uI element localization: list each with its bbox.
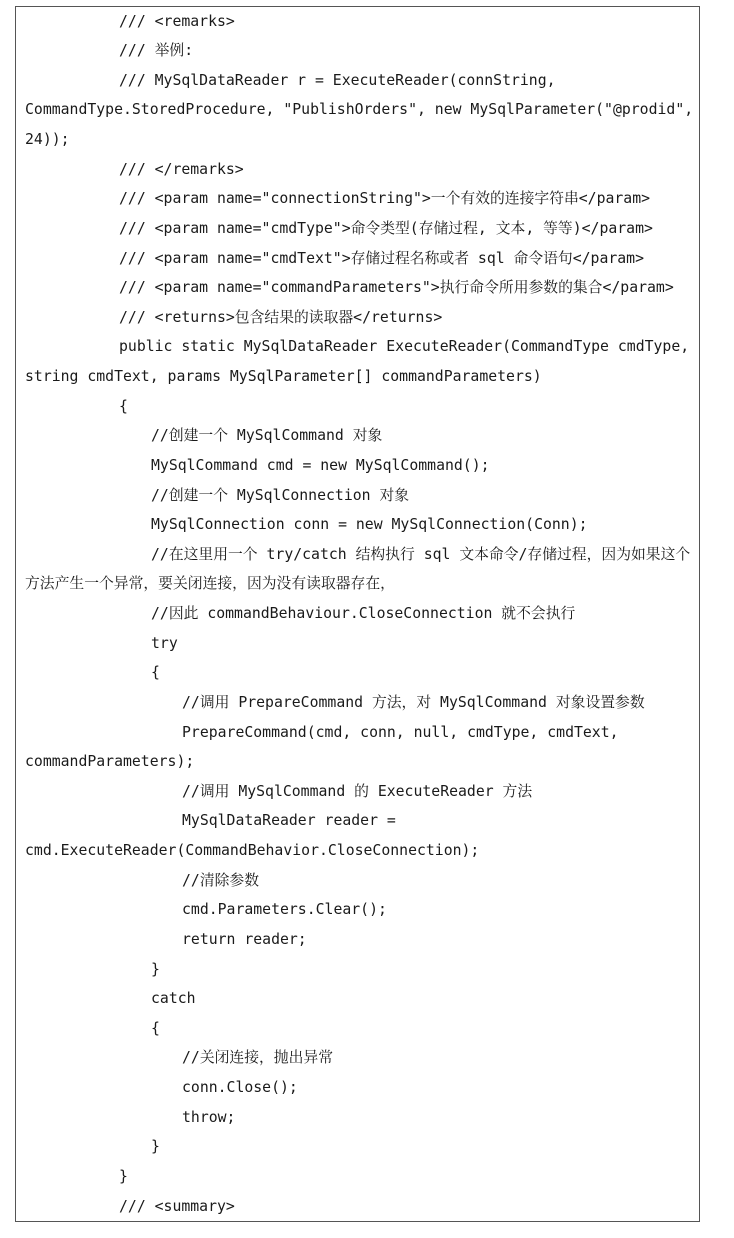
code-line: /// MySqlDataReader r = ExecuteReader(connString, xyxy=(119,72,556,89)
code-line: //清除参数 xyxy=(182,872,260,889)
code-line: catch xyxy=(151,990,196,1007)
code-line: } xyxy=(119,1168,128,1185)
code-line: /// <param name="commandParameters">执行命令所用参数的集合</param> xyxy=(119,279,674,296)
code-line: //在这里用一个 try/catch 结构执行 sql 文本命令/存储过程，因为如果这个 xyxy=(151,546,691,563)
code-line: conn.Close(); xyxy=(182,1079,298,1096)
code-line: CommandType.StoredProcedure, "PublishOrders", new MySqlParameter("@prodid", xyxy=(25,101,694,118)
code-line: string cmdText, params MySqlParameter[] commandParameters) xyxy=(25,368,542,385)
code-line: //关闭连接，抛出异常 xyxy=(182,1049,333,1066)
code-line: MySqlConnection conn = new MySqlConnection(Conn); xyxy=(151,516,588,533)
code-line: /// 举例: xyxy=(119,42,194,59)
code-line: 方法产生一个异常，要关闭连接，因为没有读取器存在， xyxy=(25,575,395,592)
code-line: /// </remarks> xyxy=(119,161,244,178)
code-line: PrepareCommand(cmd, conn, null, cmdType, cmdText, xyxy=(182,724,619,741)
code-line: MySqlDataReader reader = xyxy=(182,812,396,829)
code-line: /// <remarks> xyxy=(119,13,235,30)
code-line: /// <returns>包含结果的读取器</returns> xyxy=(119,309,443,326)
code-line: return reader; xyxy=(182,931,307,948)
code-line: commandParameters); xyxy=(25,753,195,770)
code-line: /// <param name="connectionString">一个有效的连接字符串</param> xyxy=(119,190,651,207)
code-line: //调用 PrepareCommand 方法，对 MySqlCommand 对象设置参数 xyxy=(182,694,645,711)
code-line: { xyxy=(119,398,128,415)
code-line: /// <param name="cmdType">命令类型(存储过程, 文本, 等等)</param> xyxy=(119,220,653,237)
code-line: //因此 commandBehaviour.CloseConnection 就不会执行 xyxy=(151,605,576,622)
code-line: //创建一个 MySqlCommand 对象 xyxy=(151,427,383,444)
code-line: public static MySqlDataReader ExecuteReader(CommandType cmdType, xyxy=(119,338,690,355)
code-line: //创建一个 MySqlConnection 对象 xyxy=(151,487,410,504)
code-line: 24)); xyxy=(25,131,70,148)
code-line: //调用 MySqlCommand 的 ExecuteReader 方法 xyxy=(182,783,533,800)
code-line: try xyxy=(151,635,178,652)
code-line: cmd.ExecuteReader(CommandBehavior.CloseConnection); xyxy=(25,842,480,859)
code-line: } xyxy=(151,961,160,978)
code-line: } xyxy=(151,1138,160,1155)
code-line: /// <param name="cmdText">存储过程名称或者 sql 命令语句</param> xyxy=(119,250,644,267)
code-line: throw; xyxy=(182,1109,236,1126)
code-line: { xyxy=(151,664,160,681)
code-line: { xyxy=(151,1020,160,1037)
code-line: MySqlCommand cmd = new MySqlCommand(); xyxy=(151,457,490,474)
code-line: cmd.Parameters.Clear(); xyxy=(182,901,387,918)
code-line: /// <summary> xyxy=(119,1198,235,1215)
